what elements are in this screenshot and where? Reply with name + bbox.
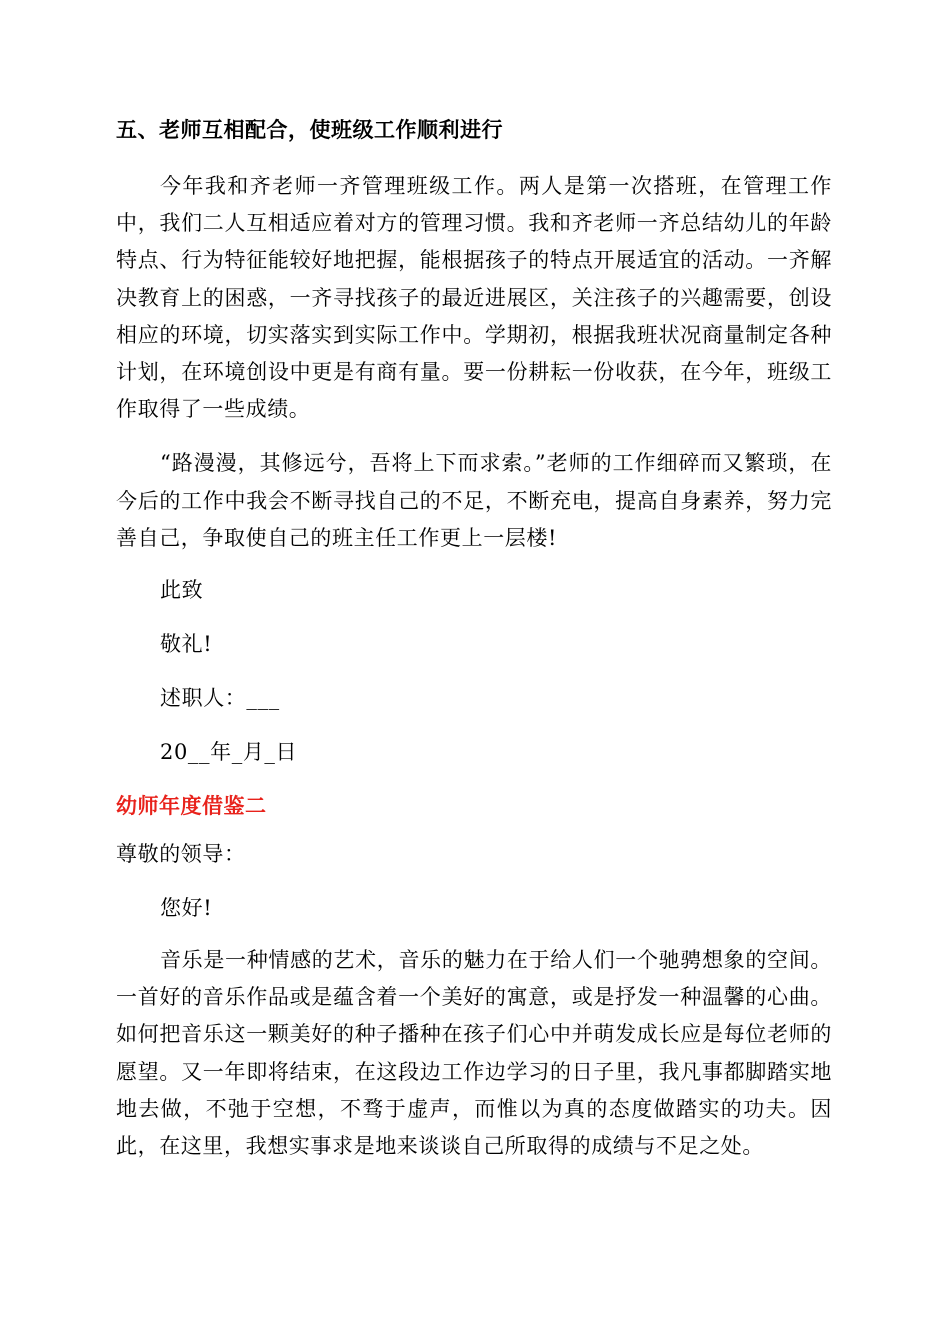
paragraph-quote: “路漫漫，其修远兮，吾将上下而求索。”老师的工作细碎而又繁琐，在今后的工作中我会不断寻找自己的不足，不断充电，提高自身素养，努力完善自己，争取使自己的班主任工作更上一层楼! [116, 451, 832, 550]
paragraph-teamwork: 今年我和齐老师一齐管理班级工作。两人是第一次搭班，在管理工作中，我们二人互相适应着对方的管理习惯。我和齐老师一齐总结幼儿的年龄特点、行为特征能较好地把握，能根据孩子的特点开展适宜的活动。一齐解决教育上的困惑，一齐寻找孩子的最近进展区，关注孩子的兴趣需要，创设相应的环境，切实落实到实际工作中。学期初，根据我班状况商量制定各种计划，在环境创设中更是有商有量。要一份耕耘一份收获，在今年，班级工作取得了一些成绩。 [116, 174, 832, 422]
salute-line: 敬礼! [160, 632, 213, 657]
greeting-line: 您好! [160, 896, 213, 921]
document-page [116, 114, 832, 1165]
section-heading: 五、老师互相配合，使班级工作顺利进行 [116, 118, 503, 142]
article-title: 幼师年度借鉴二 [116, 794, 267, 819]
signer-line: 述职人：___ [160, 686, 280, 711]
date-line: 20__年_月_日 [160, 740, 298, 765]
closing-line: 此致 [160, 578, 204, 603]
addressee-line: 尊敬的领导： [116, 842, 246, 867]
paragraph-music: 音乐是一种情感的艺术，音乐的魅力在于给人们一个驰骋想象的空间。一首好的音乐作品或是蕴含着一个美好的寓意，或是抒发一种温馨的心曲。如何把音乐这一颗美好的种子播种在孩子们心中并萌发成长应是每位老师的愿望。又一年即将结束，在这段边工作边学习的日子里，我凡事都脚踏实地地去做，不弛于空想，不骛于虚声，而惟以为真的态度做踏实的功夫。因此，在这里，我想实事求是地来谈谈自己所取得的成绩与不足之处。 [116, 948, 832, 1159]
